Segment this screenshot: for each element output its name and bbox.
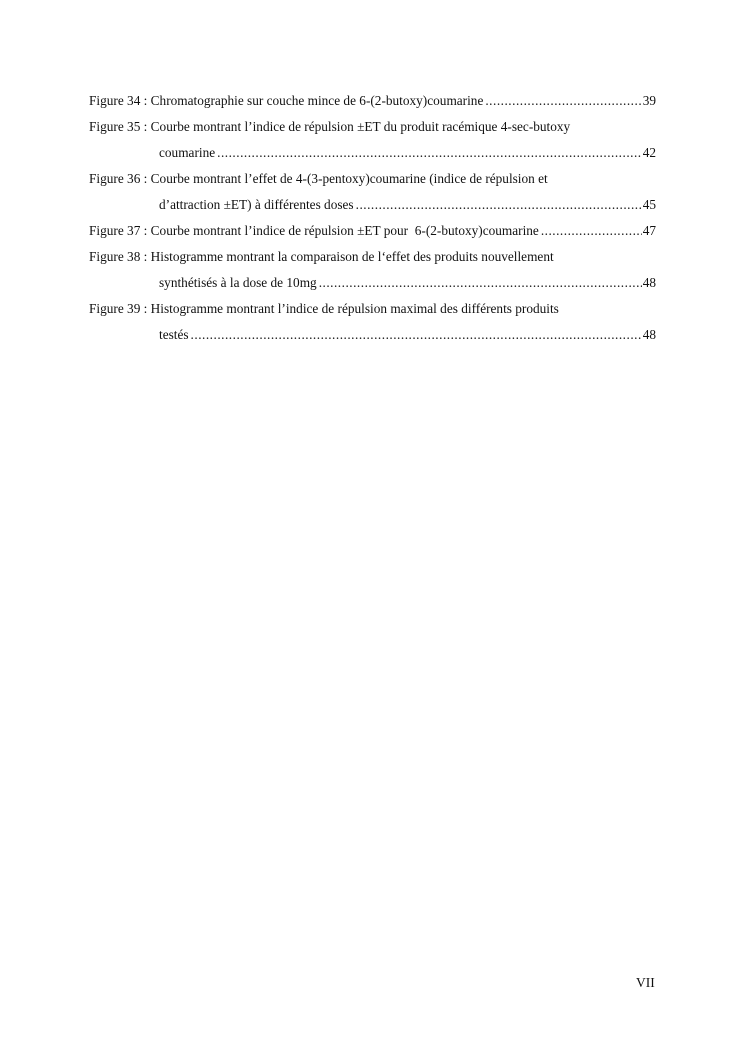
toc-entry-page: 48 [642,275,656,290]
toc-entry-title: Figure 39 : Histogramme montrant l’indice de répulsion maximal des différents produits [89,301,559,316]
table-of-figures [89,88,656,348]
toc-entry-figure-36[interactable] [89,166,656,218]
toc-entry-title-continued: testés [159,327,189,342]
toc-entry-page: 39 [642,93,656,108]
dot-leader [217,140,642,166]
toc-entry-title: Figure 36 : Courbe montrant l’effet de 4-(3-pentoxy)coumarine (indice de répulsion et [89,171,548,186]
toc-entry-title-continued: d’attraction ±ET) à différentes doses [159,197,354,212]
toc-entry-title-continued: coumarine [159,145,216,160]
toc-entry-figure-39[interactable] [89,296,656,348]
toc-entry-page: 48 [642,327,656,342]
dot-leader [319,270,642,296]
toc-entry-page: 47 [642,223,656,238]
dot-leader [356,192,642,218]
page-number: VII [636,975,655,990]
toc-entry-page: 45 [642,197,656,212]
toc-entry-title: Figure 35 : Courbe montrant l’indice de répulsion ±ET du produit racémique 4-sec-butoxy [89,119,571,134]
toc-entry-figure-34[interactable] [89,88,656,114]
toc-entry-figure-38[interactable] [89,244,656,296]
toc-entry-page: 42 [642,145,656,160]
toc-entry-title: Figure 38 : Histogramme montrant la comparaison de l‘effet des produits nouvellement [89,249,554,264]
toc-entry-title: Figure 37 : Courbe montrant l’indice de répulsion ±ET pour 6-(2-butoxy)coumarine [89,223,539,238]
toc-entry-title-continued: synthétisés à la dose de 10mg [159,275,317,290]
toc-entry-title: Figure 34 : Chromatographie sur couche mince de 6-(2-butoxy)coumarine [89,93,484,108]
dot-leader [541,218,642,244]
dot-leader [485,88,641,114]
dot-leader [191,322,642,348]
toc-entry-figure-35[interactable] [89,114,656,166]
toc-entry-figure-37[interactable] [89,218,656,244]
